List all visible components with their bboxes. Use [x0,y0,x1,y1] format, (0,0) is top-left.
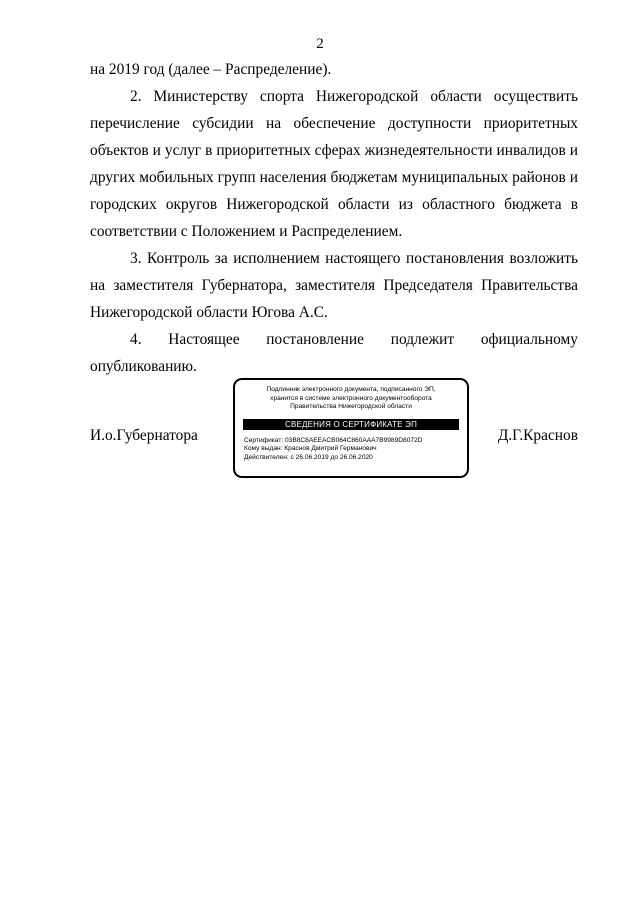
paragraph-4-word: подлежит [390,331,455,348]
signer-position: И.о.Губернатора [90,427,198,444]
signer-name: Д.Г.Краснов [497,427,578,444]
signature-block [90,378,578,482]
document-body [90,56,578,380]
stamp-issued-to: Кому выдан: Краснов Дмитрий Германович [244,445,377,452]
stamp-header: СВЕДЕНИЯ О СЕРТИФИКАТЕ ЭП [243,419,459,430]
paragraph-4-word: постановление [266,331,364,348]
stamp-certificate: Сертификат: 03B8C8AEEACB064C860AAA7B9989D8072D [244,436,423,444]
paragraph-1-continuation: на 2019 год (далее – Распределение). [90,61,332,78]
paragraph-4-first-line [90,326,578,353]
stamp-details [244,437,467,463]
electronic-signature-stamp [233,378,469,478]
page-number: 2 [316,36,324,52]
stamp-notice-line: хранится в системе электронного документооборота [270,394,432,402]
stamp-valid-period: Действителен: с 26.06.2019 до 26.06.2020 [244,453,373,461]
paragraph-3: 3. Контроль за исполнением настоящего постановления возложить на заместителя Губернатора, заместителя Председателя Правительства Нижегородской области Югова А.С. [90,250,578,321]
stamp-notice-line: Правительства Нижегородской области [290,403,412,410]
stamp-notice-line: Подлинник электронного документа, подписанного ЭП, [266,386,436,393]
paragraph-2: 2. Министерству спорта Нижегородской области осуществить перечисление субсидии на обеспечение доступности приоритетных объектов и услуг в приоритетных сферах жизнедеятельности инвалидов и других мобильных групп населения бюджетам муниципальных районов и городских округов Нижегородской области из областного бюджета в соответствии с Положением и Распределением. [90,88,578,240]
paragraph-4-word: Настоящее [168,331,240,348]
paragraph-4-rest: опубликованию. [90,358,197,375]
paragraph-4-word: официальному [480,331,578,348]
stamp-notice [235,386,467,412]
paragraph-4 [90,326,578,380]
paragraph-4-word: 4. [130,331,142,348]
